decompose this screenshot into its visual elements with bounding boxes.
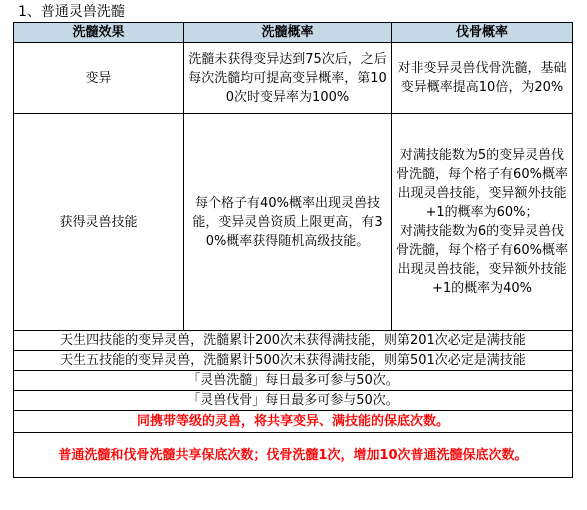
table-row <box>14 351 573 371</box>
table-row <box>14 433 573 478</box>
fagu-text-6-skills: 对满技能数为6的变异灵兽伐骨洗髓，每个格子有60%概率出现灵兽技能，变异额外技能+1的概率为40% <box>396 224 568 296</box>
effect-cell: 获得灵兽技能 <box>14 114 184 331</box>
table-row <box>14 371 573 391</box>
table-row <box>14 391 573 411</box>
table-row <box>14 43 573 114</box>
table-row <box>14 114 573 331</box>
effect-cell: 变异 <box>14 43 184 114</box>
fagu-cell: 对非变异灵兽伐骨洗髓，基础变异概率提高10倍，为20% <box>392 43 573 114</box>
rule-fagu-daily: 「灵兽伐骨」每日最多可参与50次。 <box>14 391 573 411</box>
rule-four-skills: 天生四技能的变异灵兽，洗髓累计200次未获得满技能，则第201次必定是满技能 <box>14 331 573 351</box>
table-row <box>14 411 573 433</box>
note-shared-pity-count: 普通洗髓和伐骨洗髓共享保底次数；伐骨洗髓1次，增加10次普通洗髓保底次数。 <box>14 433 573 478</box>
header-effect: 洗髓效果 <box>14 23 184 43</box>
section-heading: 1、普通灵兽洗髓 <box>18 4 125 20</box>
xisui-cell: 洗髓未获得变异达到75次后，之后每次洗髓均可提高变异概率，第100次时变异率为100% <box>184 43 392 114</box>
fagu-text-5-skills: 对满技能数为5的变异灵兽伐骨洗髓，每个格子有60%概率出现灵兽技能，变异额外技能+1的概率为60%； <box>396 148 568 220</box>
rule-xisui-daily: 「灵兽洗髓」每日最多可参与50次。 <box>14 371 573 391</box>
table-header-row <box>14 23 573 43</box>
header-fagu-probability: 伐骨概率 <box>392 23 573 43</box>
header-xisui-probability: 洗髓概率 <box>184 23 392 43</box>
note-shared-pity: 同携带等级的灵兽，将共享变异、满技能的保底次数。 <box>14 411 573 433</box>
rules-table <box>13 22 573 478</box>
fagu-cell <box>392 114 573 331</box>
rule-five-skills: 天生五技能的变异灵兽，洗髓累计500次未获得满技能，则第501次必定是满技能 <box>14 351 573 371</box>
xisui-cell: 每个格子有40%概率出现灵兽技能，变异灵兽资质上限更高，有30%概率获得随机高级技能。 <box>184 114 392 331</box>
table-row <box>14 331 573 351</box>
